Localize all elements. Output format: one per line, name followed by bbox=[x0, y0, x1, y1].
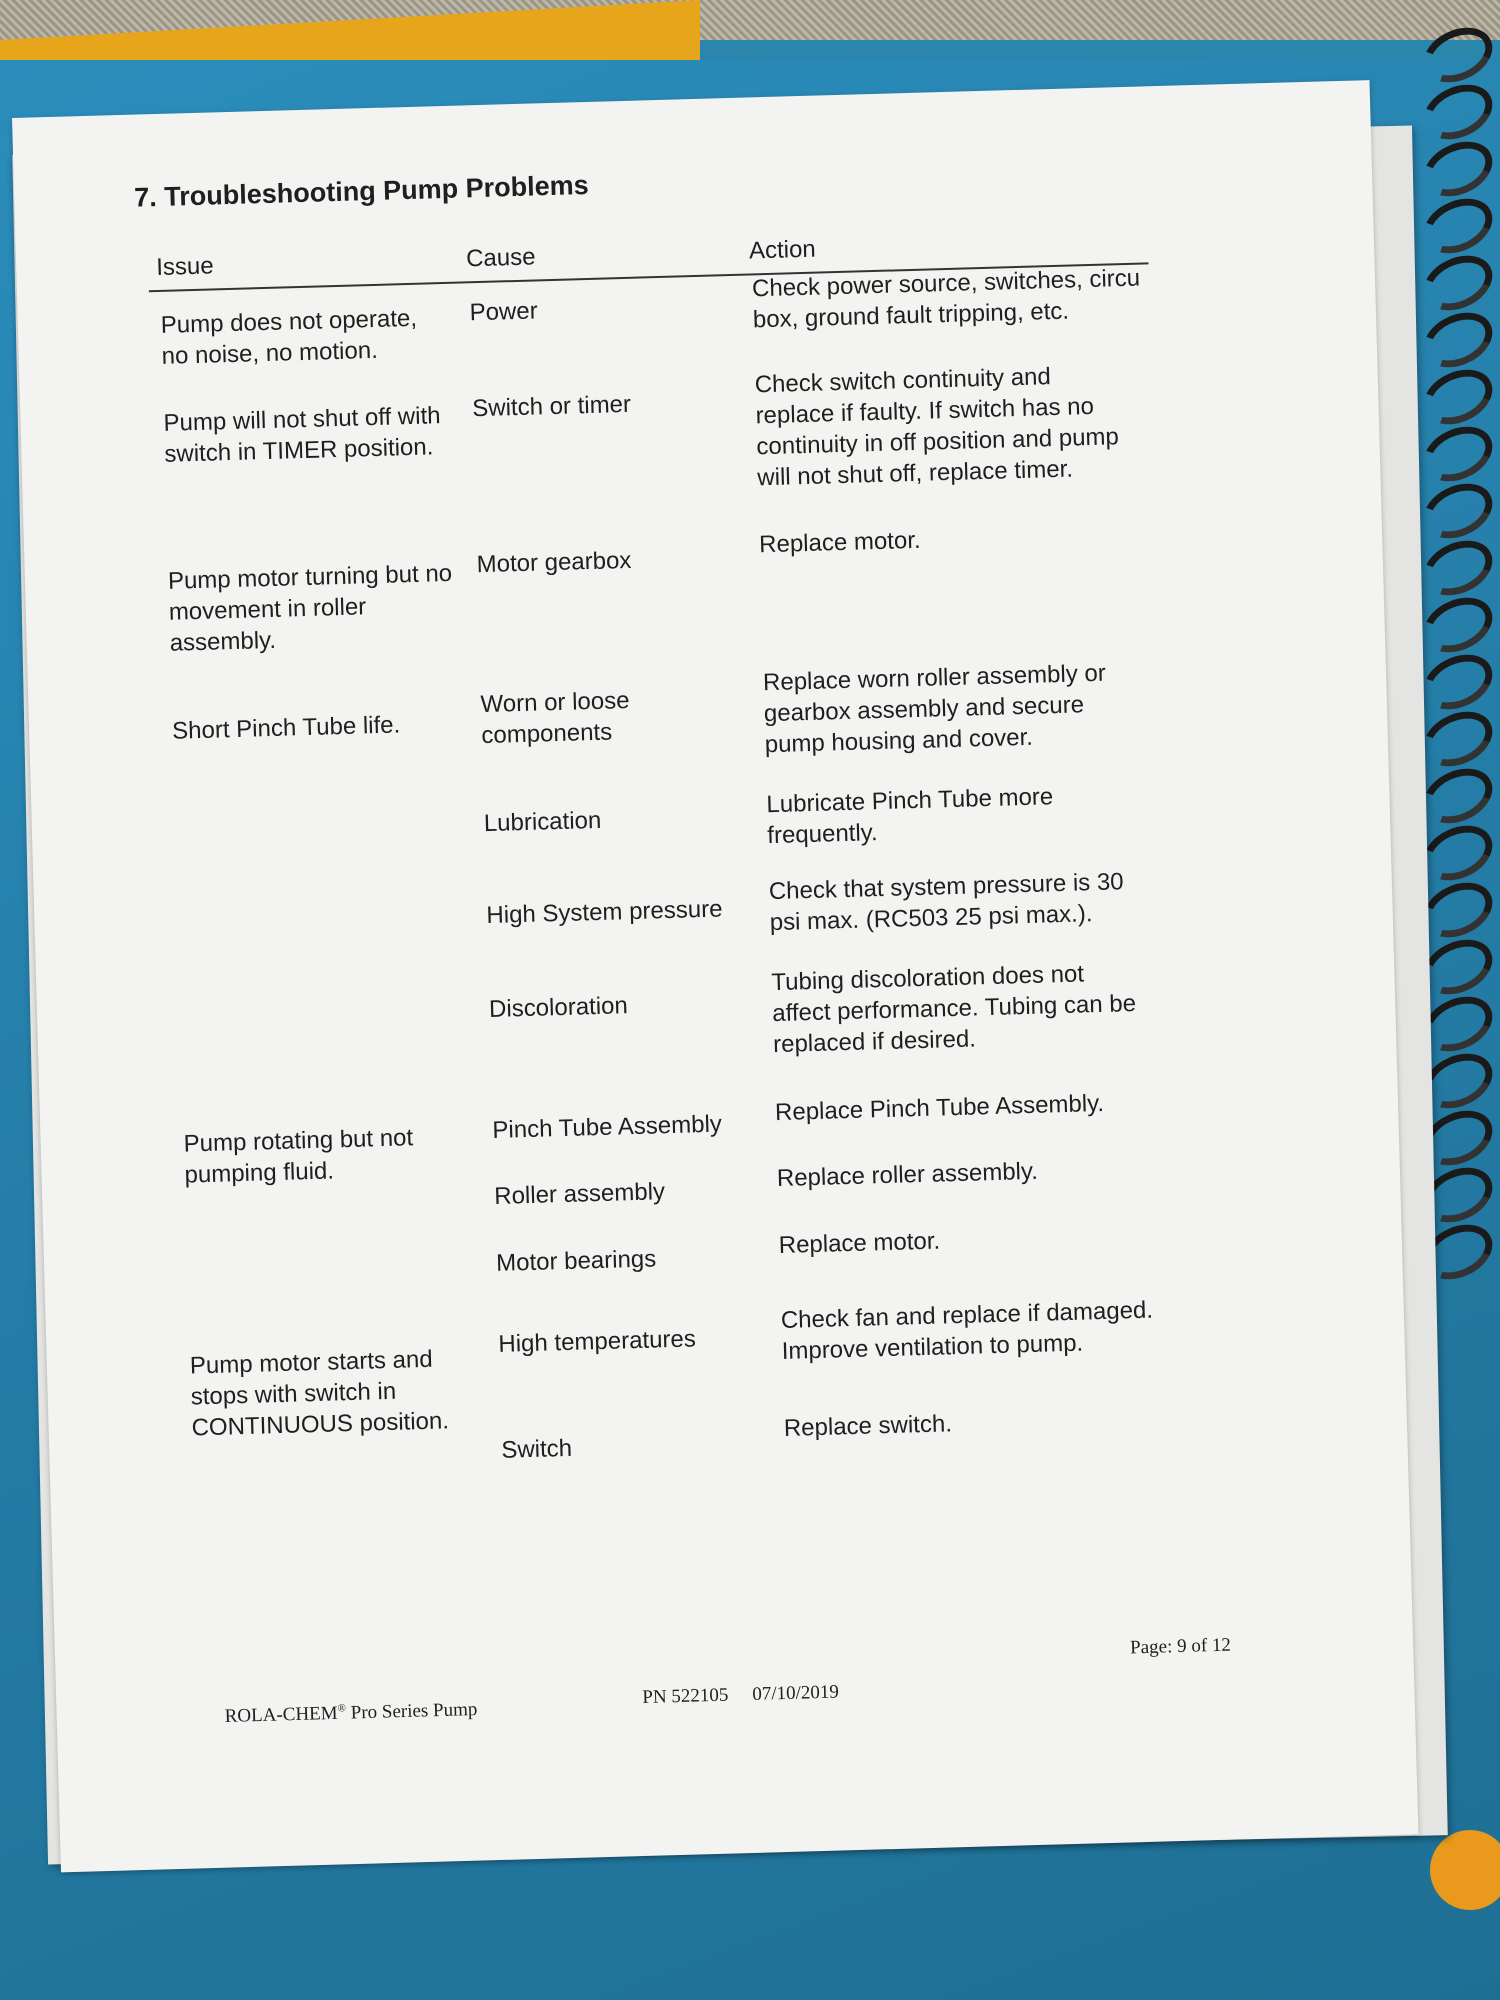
row-11-cause: High temperatures bbox=[498, 1325, 697, 1358]
row-9-action: Replace roller assembly. bbox=[776, 1157, 1039, 1193]
row-10-cause: Motor bearings bbox=[495, 1245, 657, 1277]
row-2-action: Check switch continuity and replace if faulty. If switch has no continuity in off position and pump will not shut off, replace timer. bbox=[754, 363, 1120, 492]
row-11-issue: Pump motor starts and stops with switch in CONTINUOUS position. bbox=[189, 1345, 450, 1442]
row-5-action: Lubricate Pinch Tube more frequently. bbox=[766, 783, 1054, 850]
row-8-action: Replace Pinch Tube Assembly. bbox=[774, 1089, 1105, 1127]
footer-date: 07/10/2019 bbox=[752, 1681, 840, 1705]
row-11-action: Check fan and replace if damaged. Improve ventilation to pump. bbox=[780, 1296, 1154, 1365]
row-5-cause: Lubrication bbox=[483, 806, 602, 838]
footer-product-name bbox=[224, 1699, 477, 1728]
column-header-action: Action bbox=[748, 235, 817, 265]
row-3-cause: Motor gearbox bbox=[476, 546, 632, 579]
row-12-action: Replace switch. bbox=[783, 1410, 953, 1442]
row-8-issue: Pump rotating but not pumping fluid. bbox=[183, 1124, 414, 1189]
column-header-cause: Cause bbox=[465, 243, 536, 273]
page-title: 7. Troubleshooting Pump Problems bbox=[133, 169, 590, 213]
row-1-cause: Power bbox=[469, 297, 538, 327]
row-1-action: Check power source, switches, circu box, ground fault tripping, etc. bbox=[751, 264, 1141, 334]
manual-page bbox=[12, 80, 1418, 1872]
row-4-action: Replace worn roller assembly or gearbox assembly and secure pump housing and cover. bbox=[762, 659, 1107, 759]
troubleshooting-sheet bbox=[12, 80, 1418, 1872]
row-4-cause: Worn or loose components bbox=[480, 686, 630, 750]
row-4-issue: Short Pinch Tube life. bbox=[171, 711, 401, 745]
row-6-action: Check that system pressure is 30 psi max. (RC503 25 psi max.). bbox=[768, 868, 1124, 937]
column-header-issue: Issue bbox=[155, 252, 214, 282]
row-7-cause: Discoloration bbox=[488, 992, 629, 1024]
row-9-cause: Roller assembly bbox=[493, 1178, 666, 1210]
row-2-cause: Switch or timer bbox=[471, 390, 632, 423]
row-1-issue: Pump does not operate, no noise, no motion. bbox=[160, 304, 418, 370]
footer-page-number: Page: 9 of 12 bbox=[1129, 1634, 1232, 1659]
row-10-action: Replace motor. bbox=[778, 1227, 941, 1260]
footer-part-number: PN 522105 bbox=[642, 1684, 729, 1709]
footer-part-info bbox=[642, 1681, 863, 1709]
row-8-cause: Pinch Tube Assembly bbox=[492, 1110, 723, 1144]
row-3-action: Replace motor. bbox=[758, 526, 921, 559]
row-2-issue: Pump will not shut off with switch in TIMER position. bbox=[163, 402, 441, 468]
registered-mark: ® bbox=[337, 1702, 347, 1715]
row-7-action: Tubing discoloration does not affect performance. Tubing can be replaced if desired. bbox=[771, 960, 1137, 1059]
footer-product-suffix: Pro Series Pump bbox=[345, 1698, 478, 1724]
orange-sticker bbox=[1430, 1830, 1500, 1910]
row-6-cause: High System pressure bbox=[486, 895, 723, 930]
footer-product-brand: ROLA-CHEM bbox=[224, 1702, 338, 1728]
row-12-cause: Switch bbox=[501, 1434, 573, 1464]
row-3-issue: Pump motor turning but no movement in roller assembly. bbox=[167, 559, 453, 657]
